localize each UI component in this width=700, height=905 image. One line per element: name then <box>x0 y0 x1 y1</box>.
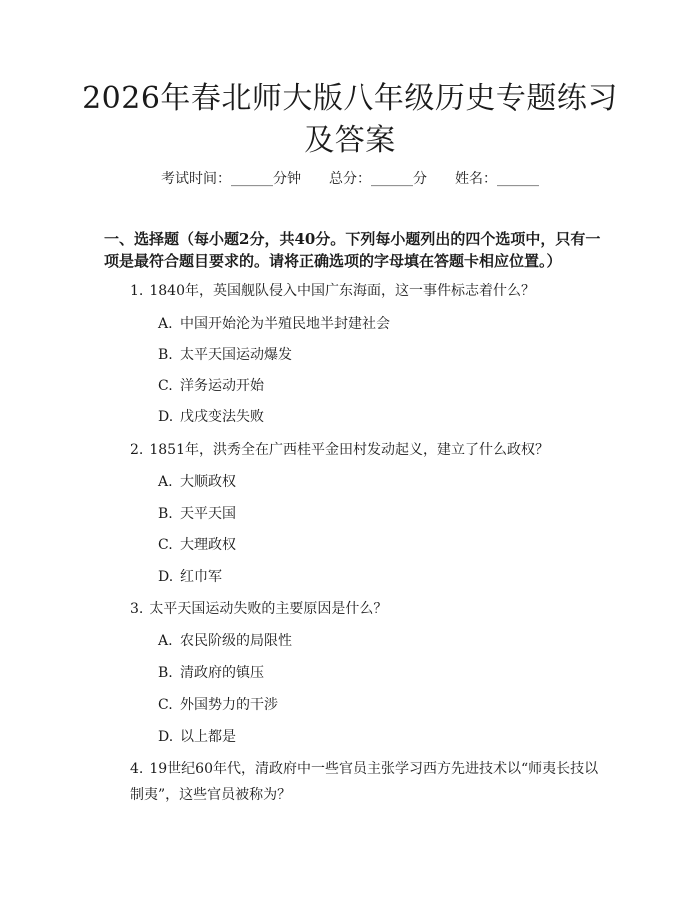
option-letter: D. <box>158 569 174 585</box>
question-2 <box>130 437 600 463</box>
option-letter: A. <box>158 474 173 490</box>
option-1b <box>158 344 292 366</box>
question-number: 4. <box>130 761 144 777</box>
option-3a <box>158 630 292 652</box>
option-text: 外国势力的干涉 <box>180 697 278 713</box>
option-text: 清政府的镇压 <box>180 665 264 681</box>
option-2c <box>158 534 236 556</box>
question-3 <box>130 596 600 622</box>
option-letter: C. <box>158 378 173 394</box>
section-heading: 一、选择题（每小题2分，共40分。下列每小题列出的四个选项中，只有一项是最符合题目要求的。请将正确选项的字母填在答题卡相应位置。） <box>104 230 601 270</box>
option-letter: A. <box>158 316 173 332</box>
option-text: 洋务运动开始 <box>180 378 264 394</box>
option-2d <box>158 566 222 588</box>
question-number: 1. <box>130 283 144 299</box>
option-2a <box>158 471 236 493</box>
exam-time-field: 考试时间：______分钟 <box>161 171 301 187</box>
exam-info-line <box>0 168 700 188</box>
option-letter: C. <box>158 697 173 713</box>
question-number: 2. <box>130 442 144 458</box>
option-letter: D. <box>158 729 174 745</box>
total-score-field: 总分：______分 <box>329 171 427 187</box>
option-text: 中国开始沦为半殖民地半封建社会 <box>180 316 390 332</box>
option-text: 太平天国运动爆发 <box>180 347 292 363</box>
option-letter: B. <box>158 347 173 363</box>
option-letter: D. <box>158 409 174 425</box>
question-text: 19世纪60年代，清政府中一些官员主张学习西方先进技术以“师夷长技以制夷”，这些官员被称为？ <box>130 761 599 803</box>
question-text: 1851年，洪秀全在广西桂平金田村发动起义，建立了什么政权？ <box>149 442 549 458</box>
option-3b <box>158 662 264 684</box>
option-text: 大理政权 <box>180 537 236 553</box>
question-4 <box>130 756 600 808</box>
option-letter: B. <box>158 506 173 522</box>
option-1c <box>158 375 264 397</box>
option-text: 戊戌变法失败 <box>180 409 264 425</box>
question-1 <box>130 278 600 304</box>
option-text: 大顺政权 <box>180 474 236 490</box>
option-2b <box>158 503 236 525</box>
student-name-field: 姓名：______ <box>455 171 539 187</box>
option-text: 天平天国 <box>180 506 236 522</box>
document-title: 2026年春北师大版八年级历史专题练习及答案 <box>82 81 618 158</box>
question-text: 1840年，英国舰队侵入中国广东海面，这一事件标志着什么？ <box>149 283 535 299</box>
option-1a <box>158 313 390 335</box>
option-text: 以上都是 <box>180 729 236 745</box>
option-letter: C. <box>158 537 173 553</box>
option-letter: B. <box>158 665 173 681</box>
question-text: 太平天国运动失败的主要原因是什么？ <box>149 601 388 617</box>
option-text: 农民阶级的局限性 <box>180 633 292 649</box>
option-3c <box>158 694 278 716</box>
option-3d <box>158 726 236 748</box>
option-1d <box>158 406 264 428</box>
option-text: 红巾军 <box>180 569 222 585</box>
option-letter: A. <box>158 633 173 649</box>
question-number: 3. <box>130 601 144 617</box>
